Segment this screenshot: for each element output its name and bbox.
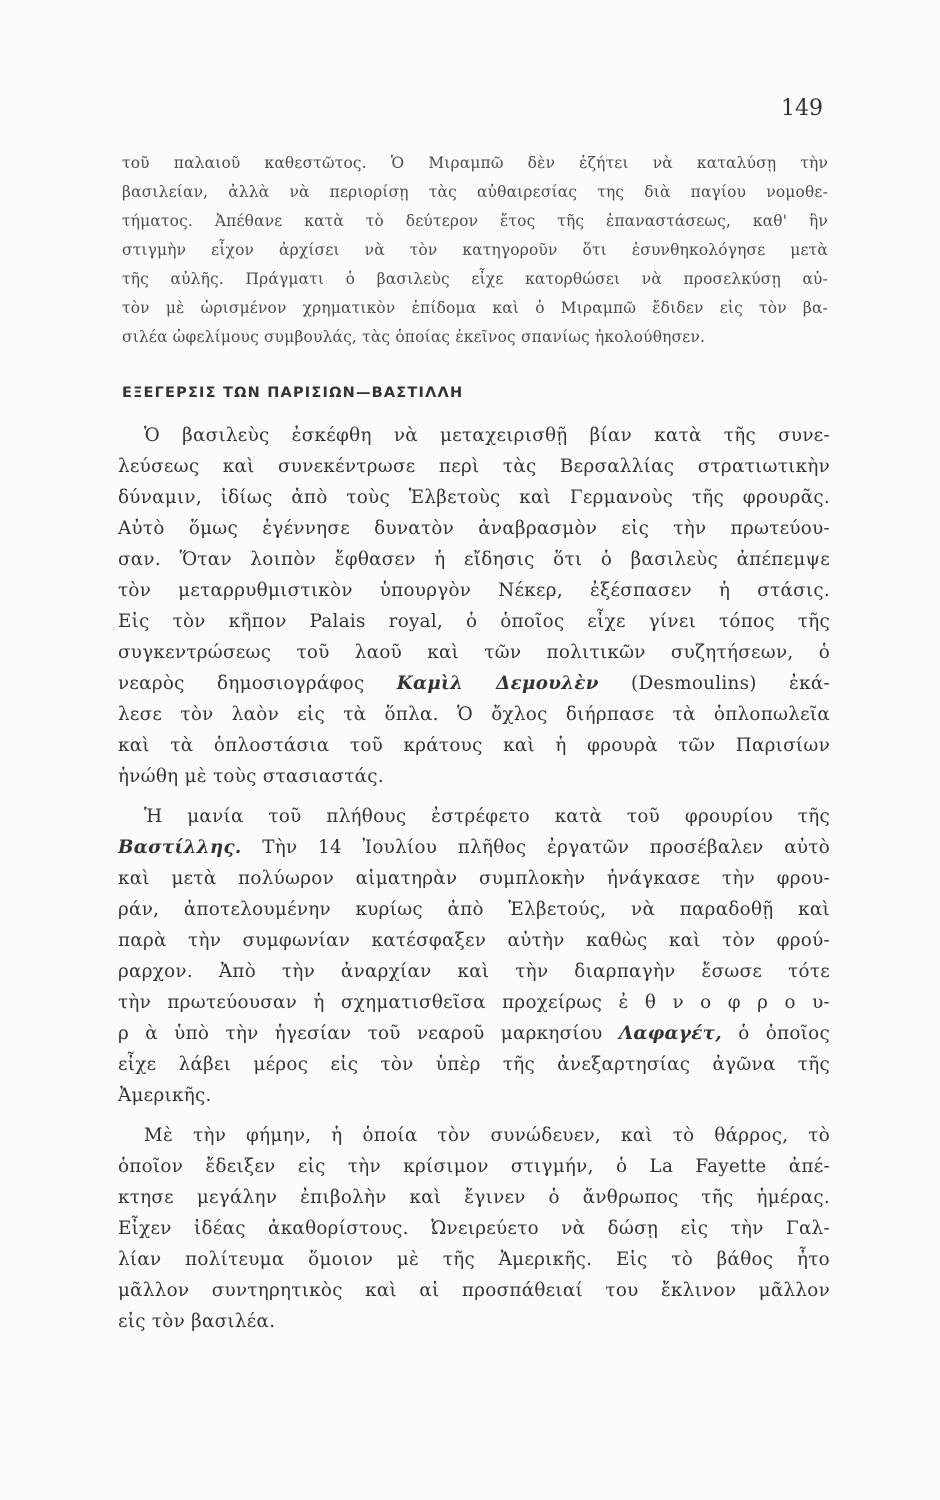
text-line: τήματος. Ἀπέθανε κατὰ τὸ δεύτερον ἔτος τῆς ἐπαναστάσεως, καθ' ἣν xyxy=(122,212,828,230)
text-line: παρὰ τὴν συμφωνίαν κατέσφαξεν αὐτὴν καθὼς καὶ τὸν φρού- xyxy=(118,930,830,951)
text-line: Ἀμερικῆς. xyxy=(118,1085,212,1106)
person-name-lafayette: Λαφαγέτ, xyxy=(618,1023,722,1044)
text-line: καὶ τὰ ὁπλοστάσια τοῦ κράτους καὶ ἡ φρουρὰ τῶν Παρισίων xyxy=(118,735,830,756)
section-heading: ΕΞΕΓΕΡΣΙΣ ΤΩΝ ΠΑΡΙΣΙΩΝ—ΒΑΣΤΙΛΛΗ xyxy=(122,385,464,401)
text-span: Τὴν 14 Ἰουλίου πλῆθος ἐργατῶν προσέβαλεν αὐτὸ xyxy=(241,837,830,858)
text-line: Εἶχεν ἰδέας ἀκαθορίστους. Ὠνειρεύετο νὰ δώσῃ εἰς τὴν Γαλ- xyxy=(118,1218,830,1239)
text-line: τῆς αὐλῆς. Πράγματι ὁ βασιλεὺς εἶχε κατορθώσει νὰ προσελκύσῃ αὐ- xyxy=(122,270,828,288)
text-line: λεύσεως καὶ συνεκέντρωσε περὶ τὰς Βερσαλλίας στρατιωτικὴν xyxy=(118,456,830,477)
text-line xyxy=(118,837,830,858)
text-line: Εἰς τὸν κῆπον Palais royal, ὁ ὁποῖος εἶχε γίνει τόπος τῆς xyxy=(118,611,830,632)
text-line: τὴν πρωτεύουσαν ἡ σχηματισθεῖσα προχείρως ἐ θ ν ο φ ρ ο υ- xyxy=(118,992,830,1013)
text-line: Ἡ μανία τοῦ πλήθους ἐστρέφετο κατὰ τοῦ φρουρίου τῆς xyxy=(144,806,830,827)
text-line: ραρχον. Ἀπὸ τὴν ἀναρχίαν καὶ τὴν διαρπαγὴν ἔσωσε τότε xyxy=(118,961,830,982)
text-line: τὸν μεταρρυθμιστικὸν ὑπουργὸν Νέκερ, ἐξέσπασεν ἡ στάσις. xyxy=(118,580,830,601)
text-line: λεσε τὸν λαὸν εἰς τὰ ὅπλα. Ὁ ὄχλος διήρπασε τὰ ὁπλοπωλεῖα xyxy=(118,704,830,725)
text-line: καὶ μετὰ πολύωρον αἱματηρὰν συμπλοκὴν ἠνάγκασε τὴν φρου- xyxy=(118,868,830,889)
text-span: ὁ ὁποῖος xyxy=(721,1023,830,1044)
text-line xyxy=(118,1023,830,1044)
text-line: εἰς τὸν βασιλέα. xyxy=(118,1311,276,1332)
text-line: λίαν πολίτευμα ὅμοιον μὲ τῆς Ἀμερικῆς. Εἰς τὸ βάθος ἦτο xyxy=(118,1249,830,1270)
person-name-desmoulins: Καμὶλ Δεμουλὲν xyxy=(396,673,599,694)
text-line: Αὐτὸ ὅμως ἐγέννησε δυνατὸν ἀναβρασμὸν εἰς τὴν πρωτεύου- xyxy=(118,518,830,539)
text-line: τὸν μὲ ὡρισμένον χρηματικὸν ἐπίδομα καὶ ὁ Μιραμπῶ ἔδιδεν εἰς τὸν βα- xyxy=(122,299,828,317)
text-line: ὁποῖον ἔδειξεν εἰς τὴν κρίσιμον στιγμήν, ὁ La Fayette ἀπέ- xyxy=(118,1156,830,1177)
text-span: ρ ὰ ὑπὸ τὴν ἡγεσίαν τοῦ νεαροῦ μαρκησίου xyxy=(118,1023,619,1044)
text-line: δύναμιν, ἰδίως ἀπὸ τοὺς Ἑλβετοὺς καὶ Γερμανοὺς τῆς φρουρᾶς. xyxy=(118,487,830,508)
text-line: τοῦ παλαιοῦ καθεστῶτος. Ὁ Μιραμπῶ δὲν ἐζήτει νὰ καταλύσῃ τὴν xyxy=(122,154,828,172)
text-line: βασιλείαν, ἀλλὰ νὰ περιορίσῃ τὰς αὐθαιρεσίας της διὰ παγίου νομοθε- xyxy=(122,183,828,201)
text-line: σαν. Ὅταν λοιπὸν ἔφθασεν ἡ εἴδησις ὅτι ὁ βασιλεὺς ἀπέπεμψε xyxy=(118,549,830,570)
place-name-bastille: Βαστίλλης. xyxy=(118,837,242,858)
text-line: εἶχε λάβει μέρος εἰς τὸν ὑπὲρ τῆς ἀνεξαρτησίας ἀγῶνα τῆς xyxy=(118,1054,830,1075)
text-line: κτησε μεγάλην ἐπιβολὴν καὶ ἔγινεν ὁ ἄνθρωπος τῆς ἡμέρας. xyxy=(118,1187,830,1208)
text-line: σιλέα ὠφελίμους συμβουλάς, τὰς ὁποίας ἐκεῖνος σπανίως ἠκολούθησεν. xyxy=(122,328,706,346)
text-line: ράν, ἀποτελουμένην κυρίως ἀπὸ Ἑλβετούς, νὰ παραδοθῇ καὶ xyxy=(118,899,830,920)
text-line: στιγμὴν εἶχον ἀρχίσει νὰ τὸν κατηγοροῦν ὅτι ἐσυνθηκολόγησε μετὰ xyxy=(122,241,828,259)
text-line: Μὲ τὴν φήμην, ἡ ὁποία τὸν συνώδευεν, καὶ τὸ θάρρος, τὸ xyxy=(144,1125,830,1146)
text-line: Ὁ βασιλεὺς ἐσκέφθη νὰ μεταχειρισθῇ βίαν κατὰ τῆς συνε- xyxy=(144,425,830,446)
text-line xyxy=(118,673,830,694)
page-number: 149 xyxy=(781,96,823,121)
text-line: ἡνώθη μὲ τοὺς στασιαστάς. xyxy=(118,766,384,787)
text-span: (Desmoulins) ἐκά- xyxy=(598,673,830,694)
text-span: νεαρὸς δημοσιογράφος xyxy=(118,673,397,694)
text-line: συγκεντρώσεως τοῦ λαοῦ καὶ τῶν πολιτικῶν συζητήσεων, ὁ xyxy=(118,642,830,663)
text-line: μᾶλλον συντηρητικὸς καὶ αἱ προσπάθειαί του ἔκλινον μᾶλλον xyxy=(118,1280,830,1301)
